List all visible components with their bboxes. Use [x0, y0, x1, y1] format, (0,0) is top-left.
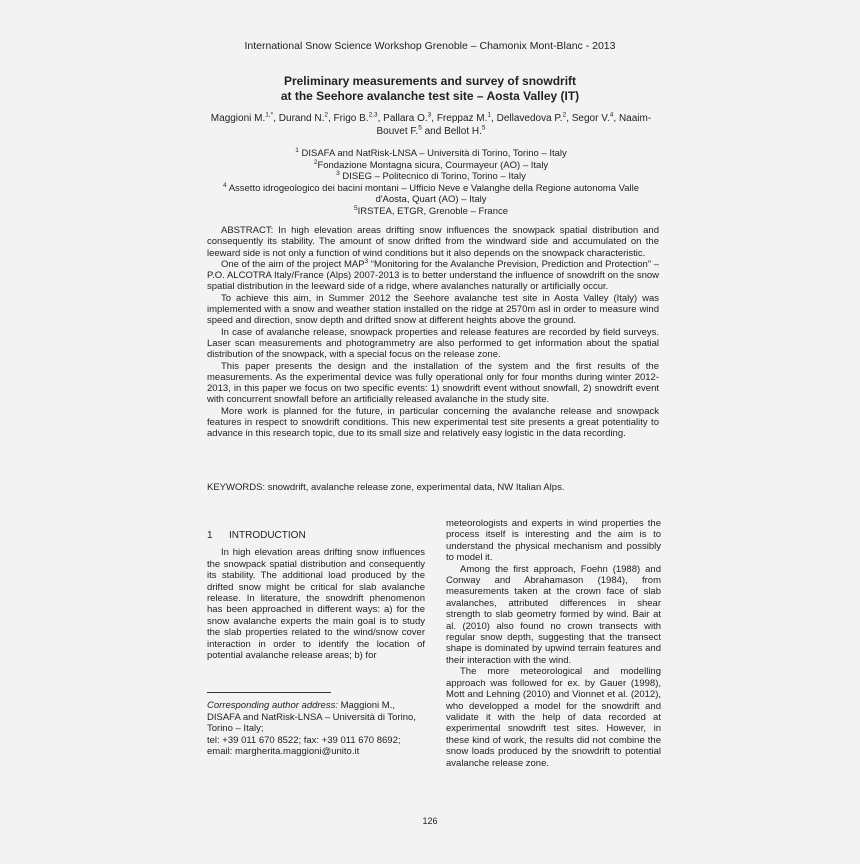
author-name: Maggioni M. [210, 113, 266, 124]
author-name: Naaim-Bouvet F. [376, 113, 652, 137]
body-paragraph: Among the first approach, Foehn (1988) and Conway and Abrahamason (1984), from measurements taken at the crown face of slab avalanches, attributed differences in shear strength to slab geometry formed by wind. Bair at al. (2010) also found no crown transects with regular snow depth, suggesting that the transect shape is dominated by upwind terrain features and their interaction with the wind. [446, 563, 661, 666]
author-name: Bellot H. [444, 126, 482, 137]
author-affiliation-mark: 2 [324, 111, 328, 119]
affiliation-2: $^2$Fondazione Montagna sicura, Courmayeur (AO) – Italy [313, 158, 549, 171]
abstract-paragraph: More work is planned for the future, in particular concerning the avalanche release and snowpack features in respect to snowdrift conditions. This new experimental test site presents a great potentiality to advance in this research topic, due to its small size and relatively easy logistic in the data recording. [207, 405, 659, 440]
affiliation-5: $^5$IRSTEA, ETGR, Grenoble – France [353, 204, 509, 217]
abstract-paragraph: One of the aim of the project MAP$^3$ “Monitoring for the Avalanche Prevision, Prediction and Protection” – P.O. ALCOTRA Italy/France (Alps) 2007-2013 is to better understand the influence of snowdrift on the snow spatial distribution in the leeward side of a ridge, where avalanches naturally or artificially occur. [207, 257, 659, 293]
author-affiliation-mark: 4 [609, 111, 614, 119]
footnote-email: email: margherita.maggioni@unito.it [207, 746, 360, 758]
author-affiliation-mark: 5 [481, 124, 486, 132]
abstract-paragraph: To achieve this aim, in Summer 2012 the Seehore avalanche test site in Aosta Valley (Italy) was implemented with a snow and weather station installed on the ridge at 2570m asl in order to measure wind speed and direction, snow depth and drifted snow at different heights above the ground. [207, 292, 659, 327]
authors-inline: Maggioni M.$^{1,*}$, Durand N.$^2$, Frigo B.$^{2,3}$, Pallara O.$^3$, Freppaz M.$^1$, Dellavedova P.$^2$, Segor V.$^4$, Naaim-Bouvet F.$^5$ and Bellot H.$^5$ [210, 111, 652, 137]
author-affiliation-mark: 5 [418, 124, 422, 132]
affiliation-3: $^3$ DISEG – Politecnico di Torino, Torino – Italy [336, 169, 526, 182]
title-line-1: Preliminary measurements and survey of snowdrift [283, 74, 577, 88]
keywords: KEYWORDS: snowdrift, avalanche release zone, experimental data, NW Italian Alps. [207, 482, 565, 493]
author-affiliation-mark: 1,* [265, 111, 274, 119]
author-name: Segor V. [571, 113, 610, 124]
paper-title [0, 74, 860, 104]
affiliations [205, 148, 657, 217]
footnote-affiliation: DISAFA and NatRisk-LNSA – Università di Torino, Torino – Italy; [207, 711, 416, 735]
footnote-label: Corresponding author address: [207, 700, 338, 711]
body-paragraph: meteorologists and experts in wind properties the process itself is interesting and the aim is to understand the physical mechanism and possibly to model it. [446, 518, 661, 564]
affiliation-1: $^1$ DISAFA and NatRisk-LNSA – Università di Torino, Torino – Italy [295, 146, 567, 159]
body-paragraph: In high elevation areas drifting snow influences the snowpack spatial distribution and consequently its stability. The additional load produced by the drifted snow might be critical for slab avalanche release. In literature, the snowdrift phenomenon has been approached in different ways: a) for the snow avalanche experts the main goal is to study the slab properties related to the wind/snow cover interaction in order to identify the location of potential avalanche release areas; b) for [207, 547, 425, 662]
page-number: 126 [422, 816, 438, 826]
footnote: Corresponding author address: Maggioni M., DISAFA and NatRisk-LNSA – Università di Torino, Torino – Italy; tel: +39 011 670 8522; fax: +39 011 670 8692; email: margherita.maggioni@unito.it [207, 700, 427, 758]
section-heading: 1 INTRODUCTION [207, 530, 306, 541]
affiliation-4: $^4$ Assetto idrogeologico dei bacini montani – Ufficio Neve e Valanghe della Regione autonoma Valle d'Aosta, Quart (AO) – Italy [222, 181, 640, 205]
abstract [207, 225, 659, 440]
footnote-phone: tel: +39 011 670 8522; fax: +39 011 670 8692; [207, 734, 401, 746]
title-line-2: at the Seehore avalanche test site – Aosta Valley (IT) [280, 89, 580, 103]
author-name: Dellavedova P. [496, 113, 563, 124]
author-affiliation-mark: 1 [487, 111, 492, 119]
footnote-rule [207, 692, 331, 693]
right-column [446, 518, 661, 769]
author-name: Durand N. [278, 113, 325, 124]
author-name: Frigo B. [333, 113, 369, 124]
author-affiliation-mark: 2,3 [368, 111, 378, 119]
author-name: Pallara O. [383, 113, 428, 124]
author-affiliation-mark: 3 [427, 111, 432, 119]
author-affiliation-mark: 2 [562, 111, 567, 119]
abstract-paragraph: ABSTRACT: In high elevation areas drifting snow influences the snowpack spatial distribution and consequently its stability. The amount of snow drifted from the windward side and accumulated on the leeward side is not only a function of wind conditions but it also depends on the snowpack characteristic. [207, 225, 659, 259]
abstract-paragraph: This paper presents the design and the installation of the system and the first results of the measurements. As the experimental device was fully operational only for four months during winter 2012-2013, in this paper we focus on two specific events: 1) snowdrift event without snowfall, 2) snowdrift event with concurrent snowfall before an artificially released avalanche in the study site. [207, 360, 659, 406]
author-list [205, 112, 657, 138]
left-column [207, 530, 425, 661]
body-paragraph: The more meteorological and modelling approach was followed for ex. by Gauer (1998), Mott and Lehning (2010) and Vionnet et al. (2012), who developped a model for the snowdrift and validate it with the help of data recorded at experimental snowdrift test sites. However, in these kind of work, the results did not combine the snow loads produced by the snowdrift to potential avalanche release zone. [446, 666, 661, 769]
abstract-paragraph: In case of avalanche release, snowpack properties and release features are recorded by field surveys. Laser scan measurements and photogrammetry are also performed to get information about the spatial distribution of the snowpack, with a special focus on the release zone. [207, 326, 659, 361]
author-name: Freppaz M. [436, 113, 488, 124]
running-head: International Snow Science Workshop Grenoble – Chamonix Mont-Blanc - 2013 [244, 40, 616, 52]
